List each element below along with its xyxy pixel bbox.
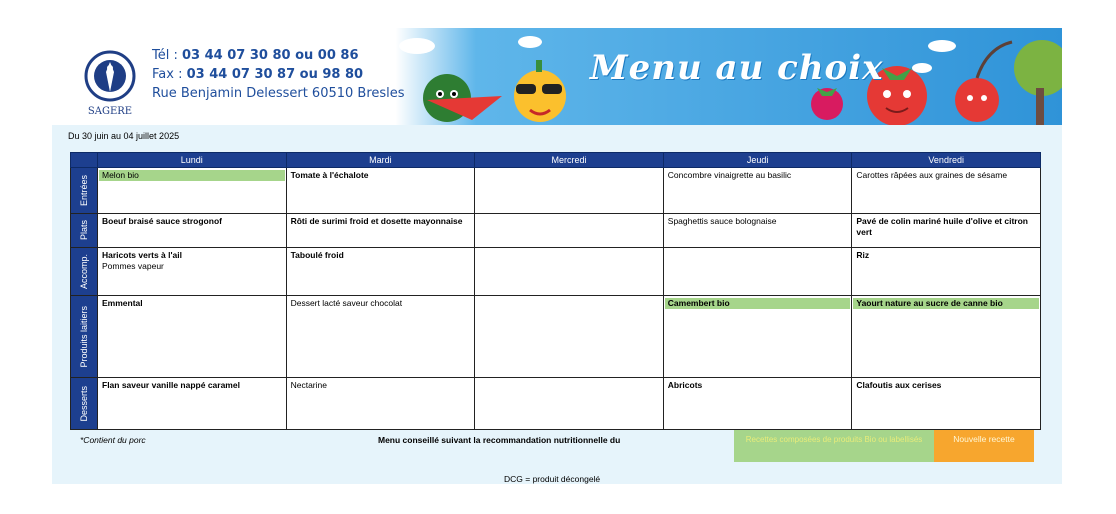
menu-cell bbox=[852, 168, 1041, 214]
menu-cell bbox=[475, 296, 664, 378]
menu-cell bbox=[286, 214, 475, 248]
dish: Boeuf braisé sauce strogonof bbox=[102, 216, 222, 226]
dish: Carottes râpées aux graines de sésame bbox=[856, 170, 1008, 180]
menu-sheet bbox=[52, 28, 1062, 484]
day-header: Mercredi bbox=[475, 153, 664, 168]
menu-cell bbox=[286, 296, 475, 378]
dish: Yaourt nature au sucre de canne bio bbox=[853, 298, 1039, 309]
menu-cell bbox=[663, 296, 852, 378]
legend-new-recipe: Nouvelle recette bbox=[934, 430, 1034, 462]
dish: Emmental bbox=[102, 298, 143, 308]
dish-secondary: Pommes vapeur bbox=[102, 261, 164, 271]
menu-cell bbox=[286, 168, 475, 214]
pork-note: *Contient du porc bbox=[80, 435, 146, 445]
dish: Nectarine bbox=[290, 380, 327, 390]
course-label-text: Entrées bbox=[78, 174, 89, 207]
course-label bbox=[71, 296, 98, 378]
menu-row bbox=[71, 214, 1041, 248]
menu-cell bbox=[663, 248, 852, 296]
legend-organic: Recettes composées de produits Bio ou labellisés bbox=[734, 430, 934, 462]
course-label bbox=[71, 248, 98, 296]
menu-cell bbox=[663, 214, 852, 248]
day-header: Jeudi bbox=[663, 153, 852, 168]
menu-cell bbox=[286, 378, 475, 430]
menu-cell bbox=[852, 296, 1041, 378]
menu-cell bbox=[852, 248, 1041, 296]
menu-cell bbox=[475, 168, 664, 214]
dish: Flan saveur vanille nappé caramel bbox=[102, 380, 240, 390]
page-title: Menu au choix bbox=[590, 48, 884, 88]
phone-number: 03 44 07 30 80 ou 00 86 bbox=[182, 48, 359, 63]
dish: Pavé de colin mariné huile d'olive et citron vert bbox=[856, 216, 1028, 237]
menu-cell bbox=[475, 248, 664, 296]
dish: Dessert lacté saveur chocolat bbox=[290, 298, 403, 308]
menu-cell bbox=[98, 168, 287, 214]
course-label-text: Plats bbox=[78, 220, 89, 241]
day-header-row bbox=[71, 153, 1041, 168]
course-label bbox=[71, 168, 98, 214]
dish: Spaghettis sauce bolognaise bbox=[667, 216, 777, 226]
menu-row bbox=[71, 296, 1041, 378]
dish: Riz bbox=[856, 250, 870, 260]
menu-period: Du 30 juin au 04 juillet 2025 bbox=[68, 131, 180, 141]
menu-cell bbox=[663, 168, 852, 214]
menu-cell bbox=[852, 378, 1041, 430]
fax-line: Fax : 03 44 07 30 87 ou 98 80 bbox=[152, 67, 364, 82]
header-banner bbox=[52, 28, 1062, 125]
course-label-text: Desserts bbox=[78, 385, 89, 422]
sagere-logo bbox=[72, 42, 148, 118]
course-label-text: Accomp. bbox=[78, 253, 89, 289]
dish: Concombre vinaigrette au basilic bbox=[667, 170, 792, 180]
menu-row bbox=[71, 248, 1041, 296]
address: Rue Benjamin Delessert 60510 Bresles bbox=[152, 86, 405, 101]
dish: Abricots bbox=[667, 380, 703, 390]
menu-cell bbox=[98, 248, 287, 296]
menu-row bbox=[71, 168, 1041, 214]
dish: Taboulé froid bbox=[290, 250, 344, 260]
course-label bbox=[71, 214, 98, 248]
dish: Tomate à l'échalote bbox=[290, 170, 369, 180]
day-header: Mardi bbox=[286, 153, 475, 168]
dish: Clafoutis aux cerises bbox=[856, 380, 942, 390]
dish: Camembert bio bbox=[665, 298, 851, 309]
menu-cell bbox=[475, 214, 664, 248]
menu-cell bbox=[98, 214, 287, 248]
phone-line: Tél : 03 44 07 30 80 ou 00 86 bbox=[152, 48, 359, 63]
dish: Rôti de surimi froid et dosette mayonnaise bbox=[290, 216, 463, 226]
dish: Melon bio bbox=[99, 170, 285, 181]
menu-table bbox=[70, 152, 1041, 430]
menu-cell bbox=[98, 378, 287, 430]
course-label-text: Produits laitiers bbox=[78, 305, 89, 368]
recommendation-note: Menu conseillé suivant la recommandation nutritionnelle du bbox=[378, 435, 621, 445]
dish: Haricots verts à l'ail bbox=[102, 250, 182, 260]
corner-cell bbox=[71, 153, 98, 168]
menu-cell bbox=[98, 296, 287, 378]
strawberry-icon bbox=[811, 88, 843, 120]
fax-number: 03 44 07 30 87 ou 98 80 bbox=[186, 67, 364, 82]
menu-cell bbox=[475, 378, 664, 430]
dcg-note: DCG = produit décongelé bbox=[504, 474, 601, 484]
day-header: Vendredi bbox=[852, 153, 1041, 168]
day-header: Lundi bbox=[98, 153, 287, 168]
logo-text: SAGERE bbox=[87, 106, 133, 117]
menu-cell bbox=[663, 378, 852, 430]
menu-cell bbox=[286, 248, 475, 296]
menu-cell bbox=[852, 214, 1041, 248]
contact-block bbox=[152, 46, 405, 103]
course-label bbox=[71, 378, 98, 430]
menu-row bbox=[71, 378, 1041, 430]
